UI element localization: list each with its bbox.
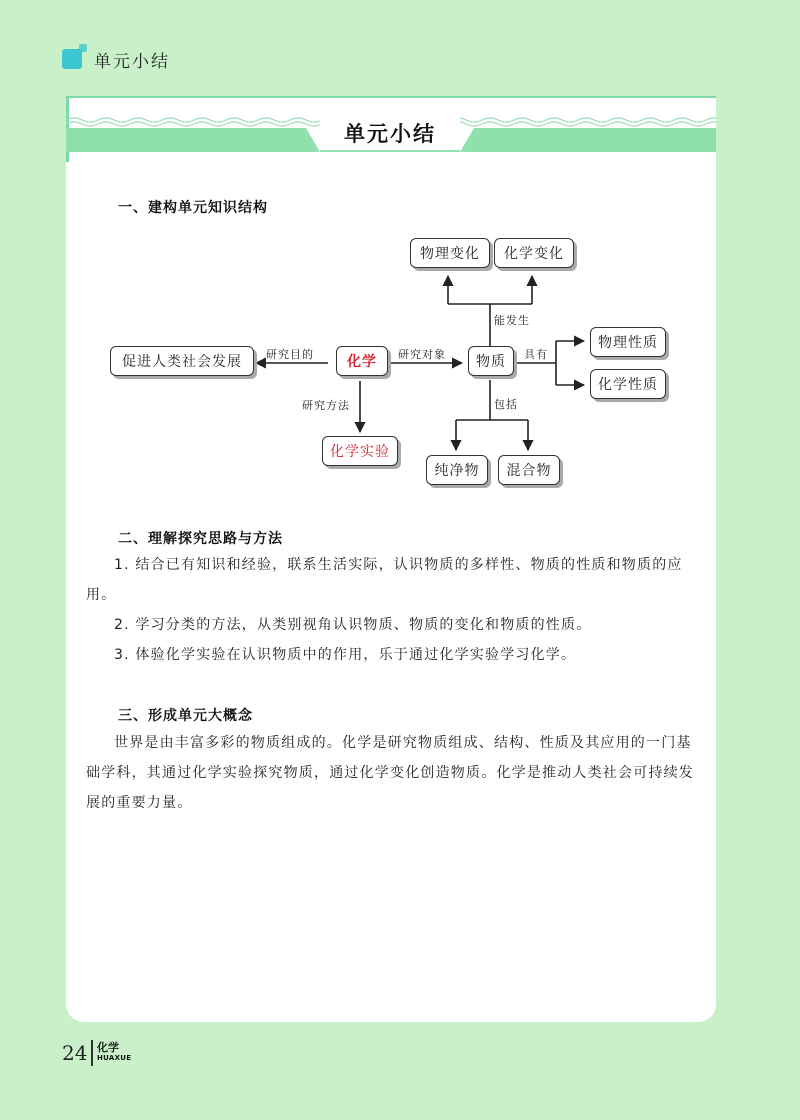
page-number: 24 (62, 1041, 88, 1065)
edge-label-includes: 包括 (494, 398, 518, 411)
knowledge-structure-diagram (66, 96, 716, 596)
section-3-text (86, 728, 700, 818)
node-mixture: 混合物 (498, 455, 560, 485)
edge-label-purpose: 研究目的 (266, 348, 314, 361)
node-chemical-property: 化学性质 (590, 369, 666, 399)
section-2-list (86, 550, 700, 670)
section-1-heading: 一、建构单元知识结构 (118, 200, 268, 216)
list-item: 3. 体验化学实验在认识物质中的作用，乐于通过化学实验学习化学。 (114, 647, 577, 663)
book-label (97, 1042, 131, 1064)
page-footer (62, 1040, 131, 1066)
node-chemistry-experiment: 化学实验 (322, 436, 398, 466)
node-pure-substance: 纯净物 (426, 455, 488, 485)
summary-panel (66, 96, 716, 1022)
list-item: 1. 结合已有知识和经验，联系生活实际，认识物质的多样性、物质的性质和物质的应用。 (86, 557, 683, 603)
book-title-cn: 化学 (96, 1041, 119, 1054)
section-3-heading: 三、形成单元大概念 (118, 708, 253, 724)
header-title: 单元小结 (94, 51, 170, 72)
paragraph: 世界是由丰富多彩的物质组成的。化学是研究物质组成、结构、性质及其应用的一门基础学科，其通过化学实验探究物质，通过化学变化创造物质。化学是推动人类社会可持续发展的重要力量。 (86, 735, 694, 811)
panel-title: 单元小结 (344, 122, 436, 146)
node-chemistry: 化学 (336, 346, 388, 376)
top-header (62, 44, 170, 74)
list-item: 2. 学习分类的方法，从类别视角认识物质、物质的变化和物质的性质。 (114, 617, 592, 633)
edge-label-object: 研究对象 (398, 348, 446, 361)
book-title-en: HUAXUE (96, 1054, 132, 1062)
edge-label-has: 具有 (524, 348, 548, 361)
node-chemical-change: 化学变化 (494, 238, 574, 268)
edge-label-can-occur: 能发生 (494, 314, 530, 327)
section-2-heading: 二、理解探究思路与方法 (118, 531, 283, 547)
node-matter: 物质 (468, 346, 514, 376)
node-physical-property: 物理性质 (590, 327, 666, 357)
footer-divider (91, 1040, 93, 1066)
node-physical-change: 物理变化 (410, 238, 490, 268)
edge-label-method: 研究方法 (302, 399, 350, 412)
section-marker-icon (62, 49, 82, 69)
node-society-development: 促进人类社会发展 (110, 346, 254, 376)
